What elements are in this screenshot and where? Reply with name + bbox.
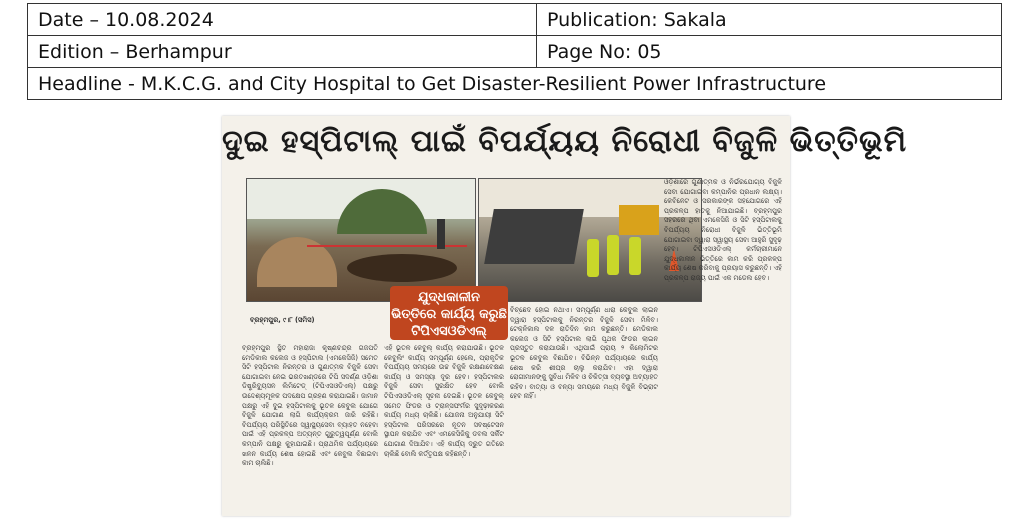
clipping-subhead <box>390 286 508 340</box>
article-column-1: ବ୍ରହ୍ମପୁର ସ୍ଥିତ ମହାରାଜା କୃଷ୍ଣଚନ୍ଦ୍ର ଗଜପତି ମେଡିକାଲ କଲେଜ ଓ ହସ୍ପିଟାଲ (ଏମକେସିଜି) ସମେତ ସିଟି ହସ୍ପିଟାଲ ନିରନ୍ତର ଓ ଗୁଣାତ୍ମକ ବିଜୁଳି ସେବା ଯୋଗାଇବା ନେଇ ଭରତଖଣ୍ଡରେ ଟିପି ସଦର୍ଣ୍ଣ ଓଡ଼ିଶା ଡିଷ୍ଟ୍ରିବ୍ୟୁସନ ଲିମିଟେଡ୍ (ଟିପିଏସଓଡିଏଲ୍) ପକ୍ଷରୁ ଉଦ୍ଦେଶ୍ୟମୂଳକ ପଦକ୍ଷେପ ଗ୍ରହଣ କରାଯାଇଛି। ଜାମାନ ପକ୍ଷରୁ ଏହି ଦୁଇ ହସ୍ପିଟାଲକୁ ଭୂତଳ କେବୁଲ ଯୋଗେ ବିଜୁଳି ଯୋଗାଣ ଲାଗି କାର୍ଯ୍ୟକ୍ରମ ଜାରି ରହିଛି। ବିପର୍ଯ୍ୟୟ ପରିସ୍ଥିତିରେ ସ୍ୱାସ୍ଥ୍ୟସେବା ବ୍ୟାହତ ନହେବା ପାଇଁ ଏହି ପ୍ରକଳ୍ପ ଅତ୍ୟନ୍ତ ଗୁରୁତ୍ୱପୂର୍ଣ୍ଣ ବୋଲି କମ୍ପାନି ପକ୍ଷରୁ କୁହାଯାଇଛି। ପ୍ରାଥମିକ ପର୍ଯ୍ୟାୟରେ ଖନନ କାର୍ଯ୍ୟ ଶେଷ ହୋଇଛି ଏବଂ କେବୁଲ ବିଛାଇବା କାମ ଚାଲିଛି। <box>242 344 378 468</box>
worker-vest-shape <box>587 239 599 277</box>
headline-cell: Headline - M.K.C.G. and City Hospital to Get Disaster-Resilient Power Infrastructure <box>28 68 1002 100</box>
worker-vest-shape <box>629 237 641 275</box>
subhead-line: ଯୁଦ୍ଧକାଳୀନ <box>418 290 480 305</box>
metadata-row <box>28 68 1002 100</box>
worker-figure-shape <box>437 219 445 249</box>
worker-vest-shape <box>607 235 619 275</box>
excavation-photo <box>246 178 476 302</box>
article-column-4: ଓଡ଼ିଶାରେ ଗୁଣାତ୍ମକ ଓ ନିର୍ଭରଯୋଗ୍ୟ ବିଜୁଳି ସେବା ଯୋଗାଇବା କମ୍ପାନିର ପ୍ରଧାନ ଲକ୍ଷ୍ୟ। କେବିନେଟ ଓ ସରକାରଙ୍କ ସହଯୋଗରେ ଏହି ପ୍ରକଳ୍ପ ହାତକୁ ନିଆଯାଇଛି। ବ୍ରହ୍ମପୁର ସହରରେ ଥିବା ଏମକେସିଜି ଓ ସିଟି ହସ୍ପିଟାଲକୁ ବିପର୍ଯ୍ୟୟ ନିରୋଧୀ ବିଜୁଳି ଭିତ୍ତିଭୂମି ଯୋଗାଇବା ଦ୍ୱାରା ସ୍ୱାସ୍ଥ୍ୟ ସେବା ଆହୁରି ସୁଦୃଢ଼ ହେବ। ଟିପିଏସଓଡିଏଲ୍ କର୍ମଚାରୀମାନେ ଯୁଦ୍ଧକାଳୀନ ଭିତ୍ତିରେ କାମ କରି ପ୍ରକଳ୍ପ କାର୍ଯ୍ୟ ଶେଷ କରିବାକୁ ପ୍ରୟାସ କରୁଛନ୍ତି। ଏହି ପ୍ରକଳ୍ପ ରାଜ୍ୟ ପାଇଁ ଏକ ମଡେଲ ହେବ। <box>664 178 782 282</box>
metadata-row <box>28 4 1002 36</box>
subhead-line: ଟିପିଏସଓଡିଏଲ୍ <box>411 324 487 339</box>
page-cell: Page No: 05 <box>537 36 1002 68</box>
metadata-row <box>28 36 1002 68</box>
trench-shape <box>347 254 457 282</box>
metadata-table <box>27 3 1002 100</box>
clipping-headline: ଦୁଇ ହସ୍ପିଟାଲ୍ ପାଇଁ ବିପର୍ଯ୍ୟୟ ନିରୋଧୀ ବିଜୁଳି ଭିତ୍ତିଭୂମି <box>222 124 908 159</box>
edition-cell: Edition – Berhampur <box>28 36 537 68</box>
article-column-3: ବିଚ୍ଛେଦ ହୋଇ ନଥାଏ। ସମ୍ପୂର୍ଣ୍ଣ ଧାରା କେବୁଲ ଲାଇନ ଦ୍ୱାରା ହସ୍ପିଟାଲକୁ ନିରନ୍ତର ବିଜୁଳି ସେବା ମିଳିବ। ଟେକ୍ନିକାଲ ଦଳ ରାତିଦିନ କାମ କରୁଛନ୍ତି। ମେଡିକାଲ କଲେଜ ଓ ସିଟି ହସ୍ପିଟାଲ ଲାଗି ପୃଥକ ଫିଡର ଲାଇନ ପ୍ରସ୍ତୁତ କରାଯାଉଛି। ଏଥିପାଇଁ ପ୍ରାୟ ୨ କିଲୋମିଟର ଭୂତଳ କେବୁଲ ବିଛାଯିବ। ବିଭିନ୍ନ ପର୍ଯ୍ୟାୟରେ କାର୍ଯ୍ୟ ଶେଷ କରି ଶୀଘ୍ର ଚାଲୁ କରାଯିବ। ଏହା ଦ୍ୱାରା ରୋଗୀମାନଙ୍କୁ ସୁବିଧା ମିଳିବ ଓ ଚିକିତ୍ସା ବ୍ୟବସ୍ଥା ଅବ୍ୟାହତ ରହିବ। ବାତ୍ୟା ଓ ବନ୍ୟା ସମୟରେ ମଧ୍ୟ ବିଜୁଳି ବିଭ୍ରାଟ ହେବ ନାହିଁ। <box>510 306 658 401</box>
article-column-2: ଏହି ଭୂତଳ କେବୁଲ୍ କାର୍ଯ୍ୟ କରାଯାଉଛି। ଭୂତଳ କେବୁଲିଂ କାର୍ଯ୍ୟ ସମ୍ପୂର୍ଣ୍ଣ ହେଲେ, ପ୍ରାକୃତିକ ବିପର୍ଯ୍ୟୟ ସମୟରେ ଉଚ୍ଚ ବିଜୁଳି ରକ୍ଷଣାବେକ୍ଷଣ କାର୍ଯ୍ୟ ଓ ସମସ୍ୟା ଦୂର ହେବ। ହସ୍ପିଟାଲର ବିଜୁଳି ସେବା ସୁରକ୍ଷିତ ହେବ ବୋଲି ଟିପିଏସଓଡିଏଲ୍ ସୂଚନା ଦେଇଛି। ଭୂତଳ କେବୁଲ୍ ସମେତ ଫିଡର ଓ ଟ୍ରାନ୍ସଫର୍ମର ସୁଦୃଢ଼ୀକରଣ କାର୍ଯ୍ୟ ମଧ୍ୟ ଚାଲିଛି। ଯୋଜନା ଅନୁଯାୟୀ ସିଟି ହସ୍ପିଟାଲ ପରିସରରେ ନୂତନ ସବଷ୍ଟେସନ ସ୍ଥାପନ କରାଯିବ ଏବଂ ଏମକେସିଜିକୁ ଡବଲ ସର୍କିଟ ଯୋଗାଣ ଦିଆଯିବ। ଏହି କାର୍ଯ୍ୟ ଦ୍ରୁତ ଗତିରେ ଚାଲିଛି ବୋଲି କର୍ତ୍ତୃପକ୍ଷ କହିଛନ୍ତି। <box>384 344 504 458</box>
excavator-shape <box>484 209 584 264</box>
newspaper-clipping <box>222 116 908 516</box>
tractor-shape <box>619 205 659 235</box>
publication-cell: Publication: Sakala <box>537 4 1002 36</box>
dateline: ବ୍ରହ୍ମପୁର, ୯।୮ (ସମିସ) <box>250 316 315 324</box>
date-cell: Date – 10.08.2024 <box>28 4 537 36</box>
subhead-line: ଭିତ୍ତିରେ କାର୍ଯ୍ୟ କରୁଛି <box>391 307 507 322</box>
